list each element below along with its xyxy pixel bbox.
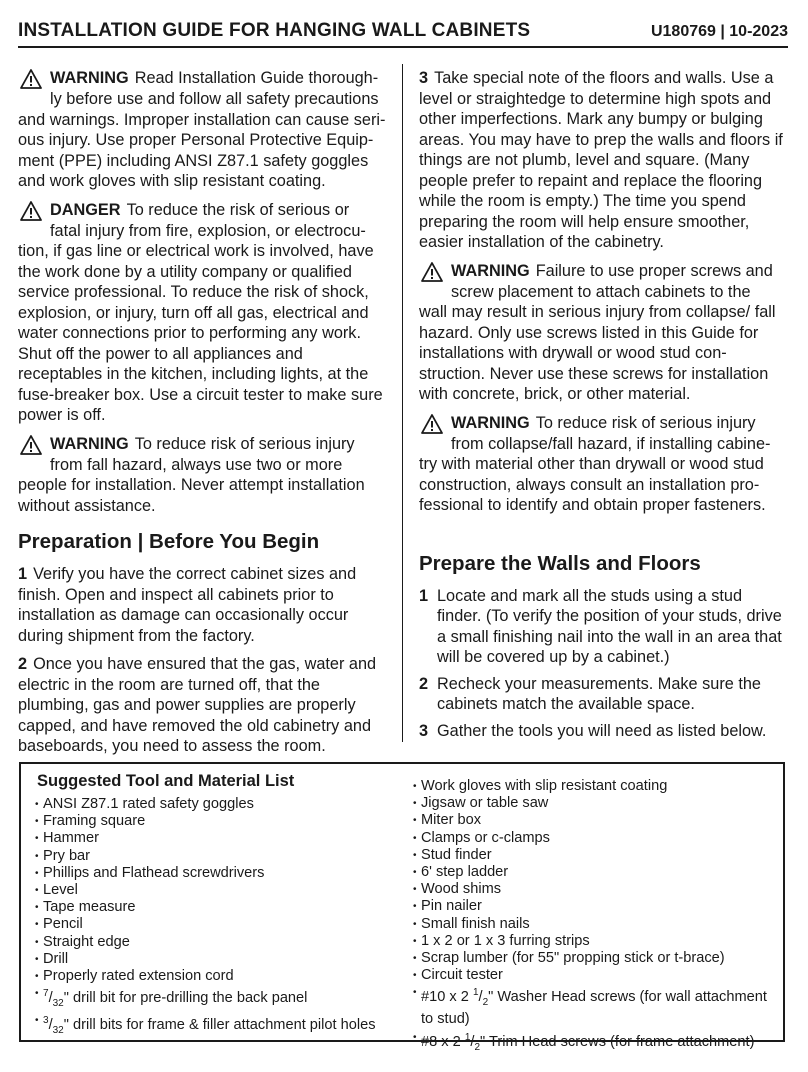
warning-label: WARNING — [451, 261, 530, 280]
tool-item-text: " drill bit for pre-drilling the back panel — [63, 990, 308, 1007]
step-text: Recheck your measurements. Make sure the cabinets match the available space. — [437, 674, 761, 713]
step-text: Take special note of the floors and walls. Use a level or straightedge to determine high spots and other imperfections. Mark any bumpy or bulging areas. You may have to prep the walls and floors if things are not plumb, level and square. (Many people prefer to repaint and replace the flooring while the room is empty.) The time you spend preparing the room will help ensure smoother, easier installation of the cabinetry. — [419, 69, 783, 251]
tool-item: • #10 x 2 $^1/_2$" Washer Head screws (for wall attachment to stud) — [413, 984, 783, 1028]
warning-block — [419, 413, 789, 516]
tool-item: • $^7/_{32}$" drill bit for pre-drilling the back panel — [35, 985, 395, 1012]
fraction-numerator: 7 — [43, 988, 49, 1000]
tool-item: • Pin nailer — [413, 898, 783, 915]
step-item — [419, 586, 789, 668]
tool-item: • Straight edge — [35, 934, 395, 951]
step-paragraph — [18, 564, 386, 646]
step-item — [419, 674, 789, 715]
tool-item: • Framing square — [35, 813, 395, 830]
tool-item: • Tape measure — [35, 899, 395, 916]
step-number: 3 — [419, 69, 429, 87]
fraction-numerator: 3 — [43, 1015, 49, 1027]
danger-block — [18, 200, 386, 426]
fraction-denominator: 2 — [474, 1041, 480, 1053]
step-text: Gather the tools you will need as listed below. — [437, 721, 767, 740]
tool-item-text: #8 x 2 — [421, 1033, 465, 1050]
tool-list-title: Suggested Tool and Material List — [37, 772, 295, 790]
danger-text: To reduce the risk of serious or — [126, 200, 350, 219]
warning-text: wall may result in serious injury from collapse/ fall hazard. Only use screws listed in this Guide for installations with drywall or wood stud con-struction. Never use these screws for installation with concrete, brick, or other material. — [419, 303, 776, 403]
warning-text: and warnings. Improper installation can cause seri-ous injury. Use proper Personal Protective Equip-ment (PPE) including ANSI Z87.1 safety goggles and work gloves with slip resistant coating. — [18, 110, 386, 190]
tool-item: • Jigsaw or table saw — [413, 795, 783, 812]
tool-item: • Level — [35, 882, 395, 899]
warning-text: from collapse/fall hazard, if installing cabine- — [451, 434, 771, 453]
page-title: INSTALLATION GUIDE FOR HANGING WALL CABINETS — [18, 20, 531, 41]
warning-text: To reduce risk of serious injury — [134, 434, 355, 453]
warning-text: To reduce risk of serious injury — [535, 413, 756, 432]
danger-text: tion, if gas line or electrical work is involved, have the work done by a utility company or qualified service professional. To reduce the risk of shock, explosion, or injury, turn off all gas, electrical and water connections prior to performing any work. Shut off the power to all appliances and receptables in the kitchen, including lights, at the fuse-breaker box. Use a circuit tester to make sure power is off. — [18, 242, 383, 424]
step-paragraph — [419, 68, 789, 253]
tool-item: • Stud finder — [413, 847, 783, 864]
fraction-denominator: 2 — [482, 997, 489, 1009]
warning-label: WARNING — [50, 434, 129, 453]
tool-item: • Clamps or c-clamps — [413, 830, 783, 847]
danger-triangle-icon — [20, 201, 42, 221]
tool-list-right — [413, 778, 783, 1056]
tool-item: • Circuit tester — [413, 967, 783, 984]
warning-triangle-icon — [421, 262, 443, 282]
section-heading-walls: Prepare the Walls and Floors — [419, 551, 701, 575]
warning-text: Read Installation Guide thorough- — [134, 69, 379, 87]
tool-item: • 1 x 2 or 1 x 3 furring strips — [413, 933, 783, 950]
tool-item: • 6' step ladder — [413, 864, 783, 881]
step-number: 2 — [419, 674, 429, 693]
tool-list-left — [35, 796, 395, 1039]
step-number: 1 — [18, 565, 28, 583]
warning-text: Failure to use proper screws and — [535, 261, 773, 280]
page-header — [18, 20, 788, 48]
warning-text: from fall hazard, always use two or more — [50, 455, 343, 474]
tool-item: • Hammer — [35, 830, 395, 847]
warning-block — [419, 261, 789, 405]
step-text: Once you have ensured that the gas, water and electric in the room are turned off, that the plumbing, gas and power supplies are properly capped, and have removed the old cabinetry and baseboards, you need to assess the room. — [18, 655, 377, 755]
tool-item: • $^3/_{32}$" drill bits for frame & filler attachment pilot holes — [35, 1012, 395, 1039]
warning-text: ly before use and follow all safety precautions — [50, 90, 379, 108]
tool-item-text: #10 x 2 — [421, 989, 473, 1006]
document-code: U180769 | 10-2023 — [650, 23, 788, 40]
step-number: 2 — [18, 655, 28, 673]
column-divider — [402, 64, 403, 742]
tool-item: • Properly rated extension cord — [35, 968, 395, 985]
tool-item: • Wood shims — [413, 881, 783, 898]
tool-item-text: " Washer Head screws (for wall attachment to stud) — [421, 989, 767, 1028]
fraction-numerator: 1 — [464, 1031, 471, 1043]
warning-triangle-icon — [20, 69, 42, 89]
tool-item: • Scrap lumber (for 55" propping stick or t-brace) — [413, 950, 783, 967]
fraction-denominator: 32 — [52, 998, 64, 1009]
fraction-numerator: 1 — [472, 987, 479, 999]
tool-item: • Work gloves with slip resistant coating — [413, 778, 783, 795]
tool-item: • Drill — [35, 951, 395, 968]
step-item — [419, 721, 789, 742]
tool-item: • ANSI Z87.1 rated safety goggles — [35, 796, 395, 813]
warning-text: screw placement to attach cabinets to the — [451, 282, 751, 301]
warning-label: WARNING — [451, 413, 530, 432]
tool-item: • Miter box — [413, 812, 783, 829]
tool-item-text: " drill bits for frame & filler attachment pilot holes — [63, 1017, 376, 1034]
step-number: 3 — [419, 721, 429, 740]
left-column — [18, 68, 386, 765]
warning-block — [18, 434, 386, 517]
warning-text: people for installation. Never attempt installation without assistance. — [18, 476, 365, 515]
warning-label: WARNING — [50, 69, 129, 87]
step-paragraph — [18, 654, 386, 757]
right-column — [419, 68, 789, 747]
warning-triangle-icon — [421, 414, 443, 434]
danger-label: DANGER — [50, 200, 121, 219]
warning-triangle-icon — [20, 435, 42, 455]
step-number: 1 — [419, 586, 429, 605]
warning-block — [18, 68, 386, 192]
step-text: Locate and mark all the studs using a stud finder. (To verify the position of your studs, drive a small finishing nail into the wall in an area that will be covered up by a cabinet.) — [437, 586, 782, 666]
tool-list-box — [19, 762, 785, 1053]
tool-item: • #8 x 2 $^1/_2$" Trim Head screws (for frame attachment) — [413, 1029, 783, 1056]
tool-item: • Phillips and Flathead screwdrivers — [35, 865, 395, 882]
tool-item: • Small finish nails — [413, 916, 783, 933]
tool-item: • Pry bar — [35, 848, 395, 865]
warning-text: try with material other than drywall or wood stud construction, always consult an installation pro-fessional to identify and obtain proper fasteners. — [419, 455, 766, 514]
step-text: Verify you have the correct cabinet sizes and finish. Open and inspect all cabinets prior to installation as damage can occasionally occur during shipment from the factory. — [18, 565, 357, 645]
danger-text: fatal injury from fire, explosion, or electrocu- — [50, 221, 366, 240]
fraction-denominator: 32 — [52, 1024, 64, 1036]
tool-item-text: " Trim Head screws (for frame attachment) — [480, 1033, 755, 1050]
tool-item: • Pencil — [35, 916, 395, 933]
section-heading-preparation: Preparation | Before You Begin — [18, 530, 320, 553]
